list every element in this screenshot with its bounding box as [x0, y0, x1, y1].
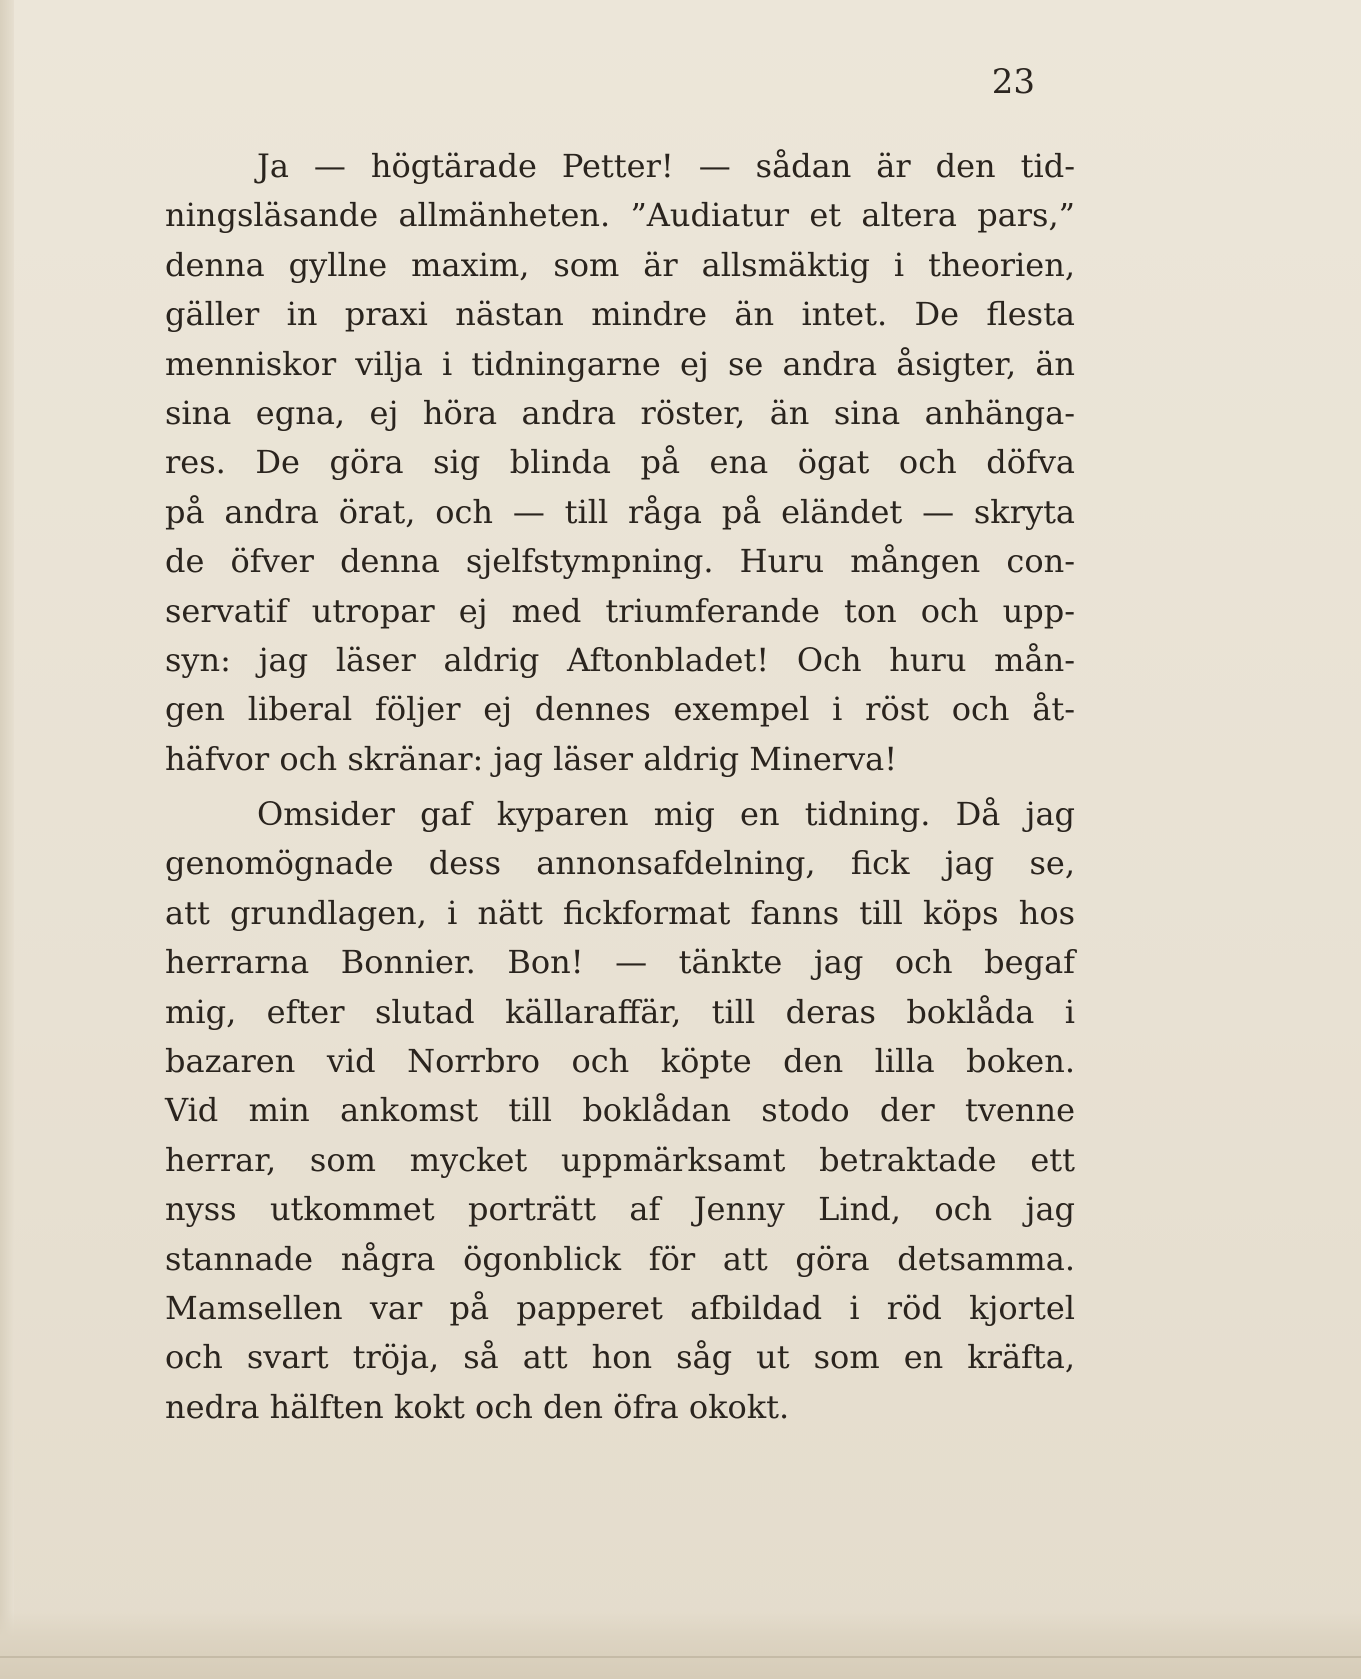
text-line: genomögnade dess annonsafdelning, fick jag se,: [165, 844, 1075, 883]
text-line: nyss utkommet porträtt af Jenny Lind, och jag: [165, 1190, 1075, 1229]
text-line: stannade några ögonblick för att göra detsamma.: [165, 1239, 1075, 1278]
text-line: menniskor vilja i tidningarne ej se andra åsigter, än: [165, 344, 1075, 383]
text-line: häfvor och skränar: jag läser aldrig Minerva!: [165, 739, 898, 778]
text-line: denna gyllne maxim, som är allsmäktig i theorien,: [165, 245, 1075, 284]
paragraph-1: [165, 142, 1075, 784]
text-line: på andra örat, och — till råga på eländet — skryta: [165, 492, 1075, 531]
text-line: och svart tröja, så att hon såg ut som en kräfta,: [165, 1338, 1075, 1377]
text-line: herrarna Bonnier. Bon! — tänkte jag och begaf: [165, 943, 1075, 982]
text-line: mig, efter slutad källaraffär, till deras boklåda i: [165, 992, 1075, 1031]
text-line: Mamsellen var på papperet afbildad i röd kjortel: [165, 1288, 1075, 1327]
page-bottom-edge: [0, 1610, 1361, 1679]
text-line: gen liberal följer ej dennes exempel i röst och åt-: [165, 690, 1075, 729]
paragraph-2: [165, 790, 1075, 1432]
text-line: Ja — högtärade Petter! — sådan är den tid-: [257, 147, 1075, 185]
text-line: servatif utropar ej med triumferande ton och upp-: [165, 591, 1075, 630]
text-line: Vid min ankomst till boklådan stodo der tvenne: [165, 1091, 1075, 1130]
text-line: herrar, som mycket uppmärksamt betraktade ett: [165, 1140, 1075, 1179]
text-line: Omsider gaf kyparen mig en tidning. Då jag: [257, 795, 1075, 834]
text-line: att grundlagen, i nätt fickformat fanns till köps hos: [165, 893, 1075, 932]
text-line: sina egna, ej höra andra röster, än sina anhänga-: [165, 393, 1075, 432]
body-text: [165, 142, 1075, 1432]
page-fold-line: [0, 1656, 1361, 1658]
text-line: de öfver denna sjelfstympning. Huru mången con-: [165, 542, 1075, 581]
text-line: ningsläsande allmänheten. ”Audiatur et altera pars,”: [165, 196, 1075, 235]
text-line: nedra hälften kokt och den öfra okokt.: [165, 1387, 790, 1426]
text-line: syn: jag läser aldrig Aftonbladet! Och huru mån-: [165, 640, 1075, 679]
text-line: bazaren vid Norrbro och köpte den lilla boken.: [165, 1042, 1075, 1081]
page-number: 23: [991, 62, 1035, 102]
text-line: res. De göra sig blinda på ena ögat och döfva: [165, 443, 1075, 482]
page-left-edge: [0, 0, 14, 1679]
text-line: gäller in praxi nästan mindre än intet. De flesta: [165, 295, 1075, 334]
